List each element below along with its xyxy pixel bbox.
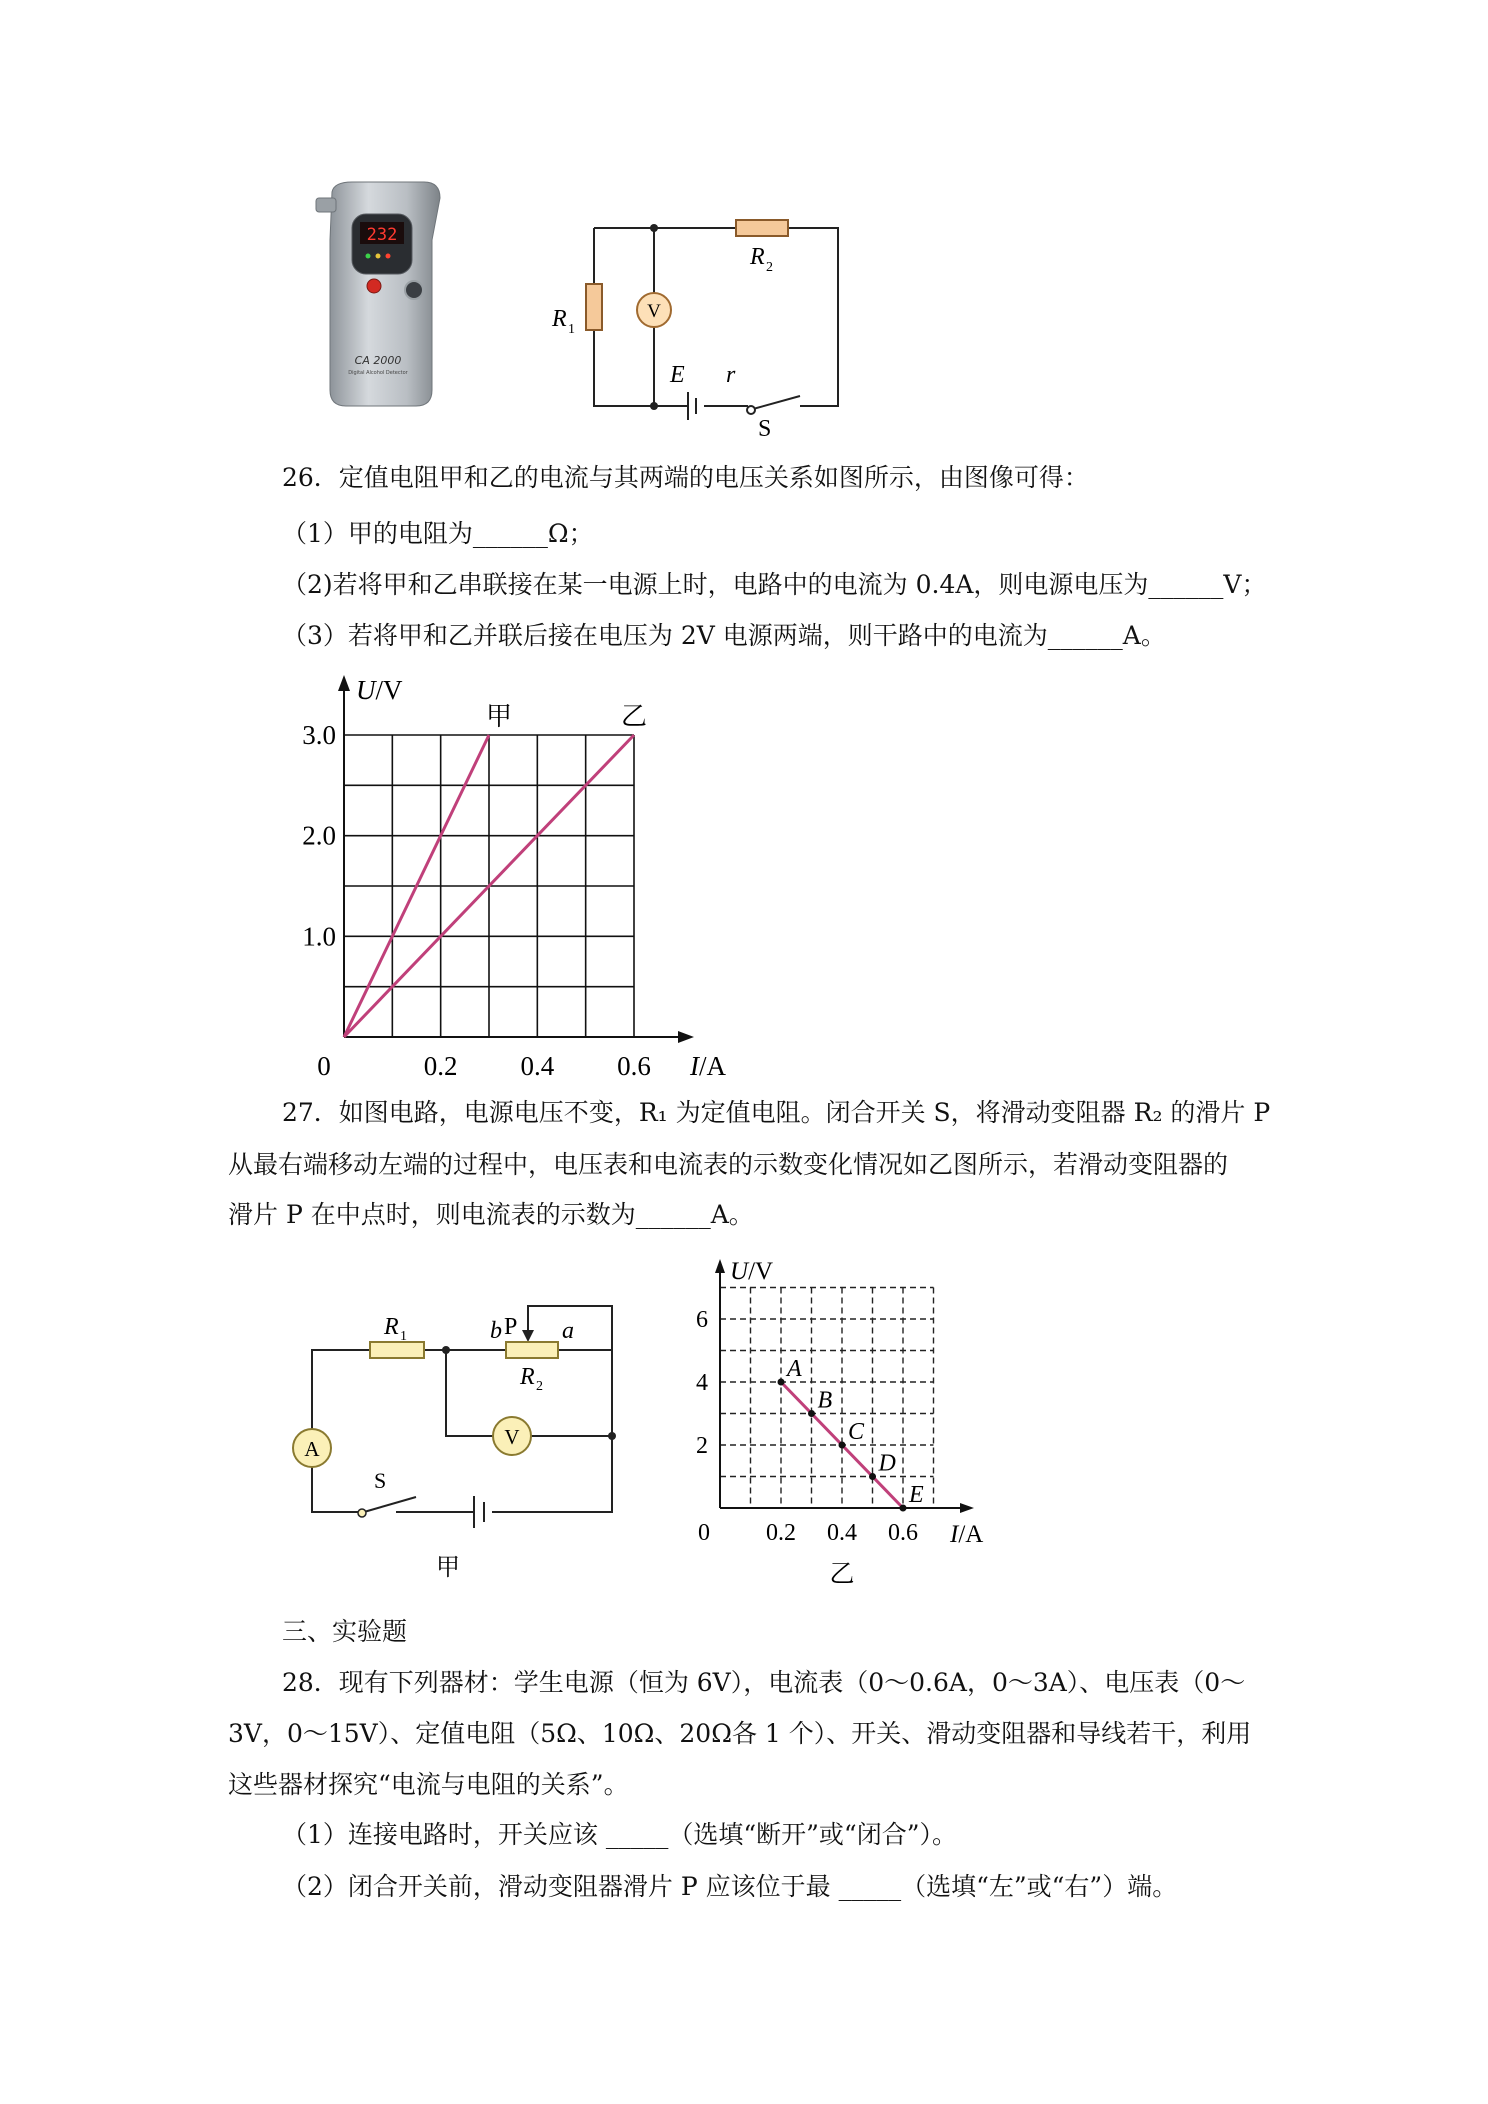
q28-part1: （1）连接电路时，开关应该 _____（选填“断开”或“闭合”）。 <box>282 1820 957 1849</box>
p-label: P <box>504 1314 518 1340</box>
voltmeter-label: V <box>647 301 661 322</box>
x-axis-label: I/A <box>690 1051 726 1081</box>
resistor-r1 <box>586 284 602 330</box>
y-tick-label: 2.0 <box>302 820 336 851</box>
y-tick-label: 3.0 <box>302 720 336 750</box>
y-tick-label: 6 <box>696 1307 708 1333</box>
q27-u-i-chart <box>680 1245 1010 1595</box>
chart-caption: 乙 <box>829 1559 855 1588</box>
breathalyzer-image <box>312 180 452 410</box>
q27-circuit-diagram <box>270 1290 640 1610</box>
switch-label: S <box>374 1468 387 1493</box>
r1-label: R <box>552 306 567 332</box>
data-point <box>808 1410 815 1417</box>
r1-subscript: 1 <box>568 322 575 337</box>
q28-line1: 28．现有下列器材：学生电源（恒为 6V），电流表（0～0.6A，0～3A）、电压表（0～ <box>282 1668 1246 1697</box>
r2-subscript: 2 <box>766 260 773 275</box>
data-point <box>900 1505 907 1512</box>
r1-subscript: 1 <box>400 1329 407 1344</box>
chart2-axes <box>715 1259 974 1513</box>
origin-label: 0 <box>698 1520 710 1546</box>
x-tick-label: 0.2 <box>423 1051 458 1081</box>
y-axis-label: U/V <box>730 1258 774 1285</box>
point-label: E <box>909 1482 924 1508</box>
x-tick-label: 0.2 <box>766 1520 796 1546</box>
emf-label: E <box>670 362 685 388</box>
point-label: C <box>848 1419 865 1445</box>
switch-label: S <box>758 416 772 442</box>
r1-label: R <box>384 1314 399 1340</box>
y-tick-label: 1.0 <box>302 921 336 952</box>
y-axis-arrow <box>338 675 350 691</box>
y-axis-label: U/V <box>356 675 403 705</box>
device-sublabel: Digital Alcohol Detector <box>348 370 408 376</box>
a-label: a <box>562 1318 574 1344</box>
voltmeter-label: V <box>504 1425 520 1449</box>
r2-label: R <box>750 244 765 270</box>
q27-line2: 从最右端移动左端的过程中，电压表和电流表的示数变化情况如乙图所示，若滑动变阻器的 <box>228 1150 1229 1179</box>
internal-r-label: r <box>726 362 736 388</box>
q26-part2: （2)若将甲和乙串联接在某一电源上时，电路中的电流为 0.4A，则电源电压为______V； <box>282 570 1267 599</box>
device-label: CA 2000 <box>354 354 402 367</box>
resistor-r2 <box>736 220 788 236</box>
q27-line1: 27．如图电路，电源电压不变，R₁ 为定值电阻。闭合开关 S，将滑动变阻器 R₂ 的滑片 P <box>282 1098 1271 1127</box>
x-axis-arrow <box>960 1503 974 1513</box>
rheostat-r2 <box>506 1342 558 1358</box>
r2-label: R <box>520 1364 535 1390</box>
x-tick-label: 0.4 <box>520 1051 555 1081</box>
y-tick-label: 4 <box>696 1370 708 1396</box>
q25-circuit-diagram <box>550 200 850 450</box>
point-label: A <box>787 1356 802 1382</box>
y-axis-arrow <box>715 1259 725 1273</box>
y-tick-label: 2 <box>696 1433 708 1459</box>
data-point <box>869 1473 876 1480</box>
section-title: 三、实验题 <box>282 1617 408 1646</box>
data-point <box>839 1442 846 1449</box>
x-tick-label: 0.6 <box>617 1051 651 1081</box>
device-display: 232 <box>366 225 398 245</box>
q26-part3: （3）若将甲和乙并联后接在电压为 2V 电源两端，则干路中的电流为______A。 <box>282 621 1166 650</box>
x-tick-label: 0.6 <box>888 1520 918 1546</box>
series-label-0: 甲 <box>485 702 513 732</box>
point-label: D <box>878 1450 896 1477</box>
x-axis-label: I/A <box>950 1521 984 1548</box>
q26-stem: 26．定值电阻甲和乙的电流与其两端的电压关系如图所示，由图像可得： <box>282 463 1089 492</box>
q28-line3: 这些器材探究“电流与电阻的关系”。 <box>228 1770 629 1799</box>
circuit-caption: 甲 <box>436 1553 460 1581</box>
x-axis-arrow <box>678 1031 694 1043</box>
q28-part2: （2）闭合开关前，滑动变阻器滑片 P 应该位于最 _____（选填“左”或“右”）端。 <box>282 1872 1178 1901</box>
x-tick-label: 0.4 <box>827 1520 857 1546</box>
origin-label: 0 <box>317 1051 331 1081</box>
series-label-1: 乙 <box>620 702 648 732</box>
q26-u-i-chart <box>270 665 740 1090</box>
ammeter-label: A <box>304 1437 320 1461</box>
resistor-r1 <box>370 1342 424 1358</box>
point-label: B <box>817 1387 833 1414</box>
r2-subscript: 2 <box>536 1379 543 1394</box>
q28-line2: 3V，0～15V）、定值电阻（5Ω、10Ω、20Ω各 1 个）、开关、滑动变阻器和导线若干，利用 <box>228 1719 1252 1748</box>
q27-line3: 滑片 P 在中点时，则电流表的示数为______A。 <box>228 1200 754 1229</box>
b-label: b <box>490 1318 502 1344</box>
q26-part1: （1）甲的电阻为______Ω； <box>282 519 594 548</box>
data-point <box>778 1379 785 1386</box>
